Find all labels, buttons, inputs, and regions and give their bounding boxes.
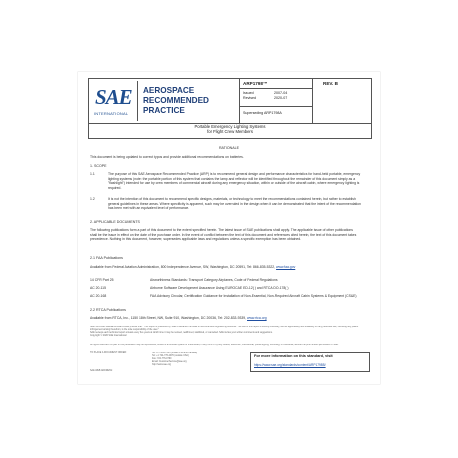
section-number: 1.1 [90, 172, 95, 176]
reference-id: AC 20-115 [90, 286, 106, 290]
disclaimer-line-2: SAE reviews each technical report at least every five years at which time it may be revised, reaffirmed, stabilized, or cancelled. SAE invites your written comments and suggestions. [90, 331, 273, 334]
superseding-note: Superseding ARP1798A [243, 111, 282, 115]
rationale-text: This document is being updated to correct typos and provide additional recommendations on batteries. [90, 155, 244, 159]
standard-info-label: For more information on this standard, visit [254, 354, 333, 358]
reference-description: Airborne Software Development Assurance Using EUROCAE ED-12( ) and RTCA DO-178( ) [150, 286, 289, 290]
rights-reserved-text: All rights reserved. No part of this publication may be reproduced, stored in a retrieval system or transmitted, in any form or by any means, electronic, mechanical, photocopying, recording, or otherwise, without the prior written permission of SAE. [90, 344, 339, 346]
rtca-publications-heading: 2.2 RTCA Publications [90, 308, 126, 312]
phone-intl: Tel: +1 724-776-4970 (outside USA) [152, 354, 189, 357]
divider [240, 106, 312, 107]
document-title-line-1: Portable Emergency Lighting Systems [194, 124, 266, 129]
document-number: ARP1798™ [243, 81, 268, 86]
reference-description: FAA Advisory Circular, Certification Guidance for Installation of Non-Essential, Non-Required Aircraft Cabin Systems & Equipment (CS&E) [150, 294, 357, 298]
issued-label: Issued [243, 91, 254, 95]
revised-label: Revised [243, 96, 256, 100]
rtca-address-text [90, 316, 358, 321]
scope-1-1-text: The purpose of this SAE Aerospace Recommended Practice (ARP) is to recommend general design and performance characteristics for hand-held portable, emergency lighting systems (note: the portable portion of this system that contains the lamp and reflector will be identified throughout the remainder of this document simply as a "flashlight") intended for use by crew members of commercial aircraft during any emergency situation, within or outside of the aircraft cabin, where emergency lighting is required. [108, 172, 361, 190]
standard-info-box [250, 352, 370, 372]
faa-publications-heading: 2.1 FAA Publications [90, 256, 123, 260]
standard-info-link[interactable]: https://www.sae.org/standards/content/ARP1798B/ [254, 363, 326, 367]
order-contacts [152, 352, 248, 368]
applicable-documents-heading: 2. APPLICABLE DOCUMENTS [90, 220, 140, 224]
document-title-line-2: for Flight Crew Members [207, 129, 253, 135]
website-address: http://www.sae.org [152, 363, 171, 366]
divider [240, 88, 312, 89]
faa-address: Available from Federal Aviation Administration, 800 Independence Avenue, SW, Washington, DC 20591, Tel: 866-835-5322, [90, 265, 276, 269]
email-address: Email: CustomerService@sae.org [152, 360, 187, 363]
reference-id: 14 CFR Part 25 [90, 278, 114, 282]
rationale-heading: RATIONALE [218, 146, 240, 150]
reference-id: AC 20-168 [90, 294, 107, 298]
revised-date: 2020-07 [274, 96, 288, 100]
reference-description: Airworthiness Standards: Transport Category Airplanes, Code of Federal Regulations [150, 278, 278, 282]
document-page [78, 72, 380, 384]
revision-label: REV. B [323, 81, 338, 86]
applicable-documents-text: The following publications form a part of this document to the extent specified herein. The latest issue of SAE publications shall apply. The applicable issue of other publications shall be the issue in effect on the date of the purchase order. In the event of conflict between the text of this document and references cited herein, the text of this document takes precedence. Nothing in this document, however, supersedes applicable laws and regulations unless a specific exemption has been obtained. [90, 228, 357, 242]
faa-link[interactable]: www.faa.gov [276, 265, 296, 269]
rtca-link[interactable]: www.rtca.org [247, 316, 267, 320]
document-title-box [88, 122, 372, 139]
sae-logo-subtext: INTERNATIONAL [94, 111, 129, 116]
faa-address-text [90, 265, 358, 270]
scope-heading: 1. SCOPE [90, 164, 107, 168]
legal-disclaimer [90, 326, 360, 344]
rtca-address: Available from RTCA, Inc., 1150 18th Street, NW, Suite 910, Washington, DC 20036, Tel: 202-833-9339, [90, 316, 247, 320]
phone-usa: Tel: 877-606-7323 (inside USA and Canada) [152, 352, 198, 354]
sae-logo-mark: SAE [95, 85, 132, 109]
document-header [88, 78, 372, 124]
issued-date: 2007-04 [274, 91, 288, 95]
web-address-label: SAE WEB ADDRESS: [90, 370, 113, 372]
fax-number: Fax: 724-776-0790 [152, 357, 172, 360]
scope-1-2-text: It is not the intention of this document to recommend specific designs, materials, or technology to meet the recommendations contained herein, but rather to establish general guidelines in these areas. Where specificity is apparent, such may be overruled in the design when it can be demonstrated that the intent of the recommendation has been met with an equivalent level of performance. [108, 197, 361, 211]
disclaimer-line-1: SAE Technical Standards Board Rules provide that: "This report is published by SAE to advance the state of technical and engineering sciences. The use of this report is entirely voluntary, and its applicability and suitability for any particular use, including any patent infringement arising therefrom, is the sole responsibility of the user." [90, 326, 359, 331]
order-label: TO PLACE A DOCUMENT ORDER: [90, 352, 127, 354]
section-number: 1.2 [90, 197, 95, 201]
copyright-line: Copyright © 2020 SAE International [90, 334, 127, 337]
document-title [89, 124, 371, 135]
practice-title: AEROSPACE RECOMMENDED PRACTICE [143, 86, 209, 115]
sae-logo [91, 81, 138, 121]
document-info-block [239, 79, 313, 123]
